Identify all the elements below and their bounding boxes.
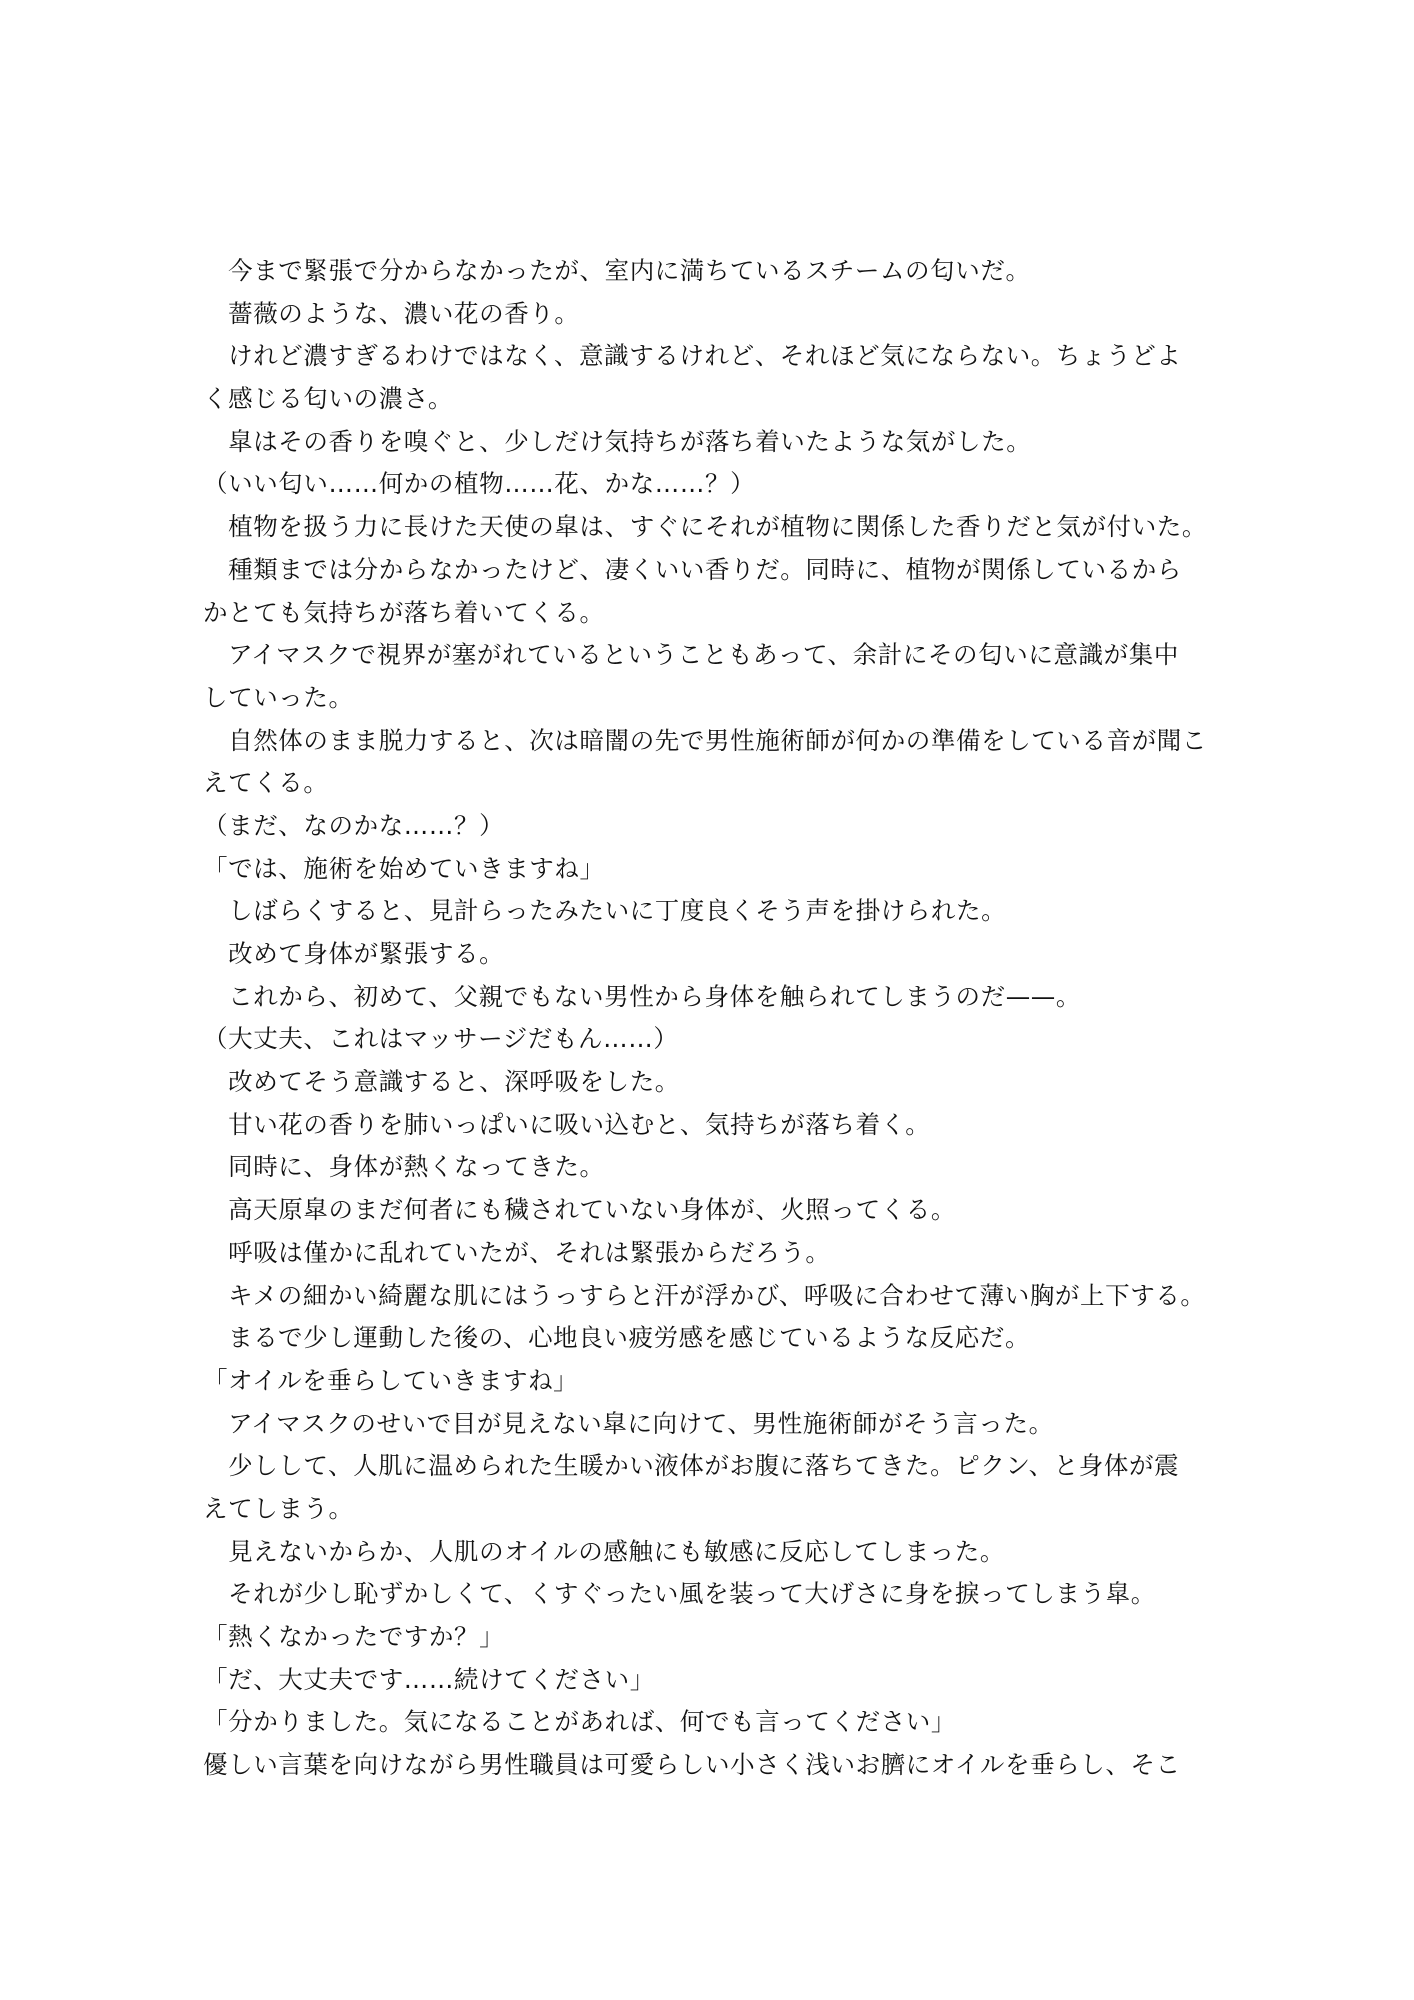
text-line: 少しして、人肌に温められた生暖かい液体がお腹に落ちてきた。ピクン、と身体が震 — [203, 1451, 1180, 1481]
text-line: それが少し恥ずかしくて、くすぐったい風を装って大げさに身を捩ってしまう皐。 — [203, 1579, 1156, 1609]
document-page — [203, 250, 1223, 1787]
text-line: 今まで緊張で分からなかったが、室内に満ちているスチームの匂いだ。 — [203, 256, 1031, 285]
text-line: 優しい言葉を向けながら男性職員は可愛らしい小さく浅いお臍にオイルを垂らし、そこ — [203, 1750, 1181, 1780]
text-line: 植物を扱う力に長けた天使の皐は、すぐにそれが植物に関係した香りだと気が付いた。 — [203, 512, 1207, 542]
text-line: かとても気持ちが落ち着いてくる。 — [203, 597, 605, 627]
text-line: えてくる。 — [203, 768, 329, 798]
text-line: 「だ、大丈夫です……続けてください」 — [203, 1664, 655, 1694]
text-line: （大丈夫、これはマッサージだもん……） — [203, 1024, 679, 1054]
text-line: 高天原皐のまだ何者にも穢されていない身体が、火照ってくる。 — [203, 1195, 956, 1225]
text-line: しばらくすると、見計らったみたいに丁度良くそう声を掛けられた。 — [203, 896, 1007, 926]
text-line: けれど濃すぎるわけではなく、意識するけれど、それほど気にならない。ちょうどよ — [203, 341, 1182, 371]
text-line: アイマスクのせいで目が見えない皐に向けて、男性施術師がそう言った。 — [203, 1408, 1054, 1438]
text-line: えてしまう。 — [203, 1493, 354, 1523]
text-line: 甘い花の香りを肺いっぱいに吸い込むと、気持ちが落ち着く。 — [203, 1109, 931, 1139]
text-line: キメの細かい綺麗な肌にはうっすらと汗が浮かび、呼吸に合わせて薄い胸が上下する。 — [203, 1280, 1206, 1310]
text-line: していった。 — [203, 682, 354, 712]
text-line: 同時に、身体が熱くなってきた。 — [203, 1152, 605, 1182]
text-line: 見えないからか、人肌のオイルの感触にも敏感に反応してしまった。 — [203, 1536, 1005, 1566]
text-line: 改めて身体が緊張する。 — [203, 939, 505, 968]
text-line: 皐はその香りを嗅ぐと、少しだけ気持ちが落ち着いたような気がした。 — [203, 426, 1032, 456]
text-line: 種類までは分からなかったけど、凄くいい香りだ。同時に、植物が関係しているから — [203, 554, 1182, 584]
text-line: 薔薇のような、濃い花の香り。 — [203, 298, 580, 328]
text-line: 「では、施術を始めていきますね」 — [203, 853, 605, 883]
text-line: アイマスクで視界が塞がれているということもあって、余計にその匂いに意識が集中 — [203, 640, 1179, 670]
text-line: く感じる匂いの濃さ。 — [203, 384, 454, 414]
text-line: これから、初めて、父親でもない男性から身体を触られてしまうのだ——。 — [203, 981, 1082, 1011]
text-line: まるで少し運動した後の、心地良い疲労感を感じているような反応だ。 — [203, 1323, 1031, 1353]
text-line: 「分かりました。気になることがあれば、何でも言ってください」 — [203, 1707, 956, 1737]
text-line: （まだ、なのかな……？） — [203, 810, 505, 840]
text-line: 呼吸は僅かに乱れていたが、それは緊張からだろう。 — [203, 1237, 831, 1267]
text-line: 自然体のまま脱力すると、次は暗闇の先で男性施術師が何かの準備をしている音が聞こ — [203, 725, 1207, 755]
text-line: （いい匂い……何かの植物……花、かな……？） — [203, 469, 756, 499]
text-line: 「熱くなかったですか？」 — [203, 1622, 505, 1651]
text-line: 改めてそう意識すると、深呼吸をした。 — [203, 1067, 680, 1097]
text-line: 「オイルを垂らしていきますね」 — [203, 1365, 579, 1395]
